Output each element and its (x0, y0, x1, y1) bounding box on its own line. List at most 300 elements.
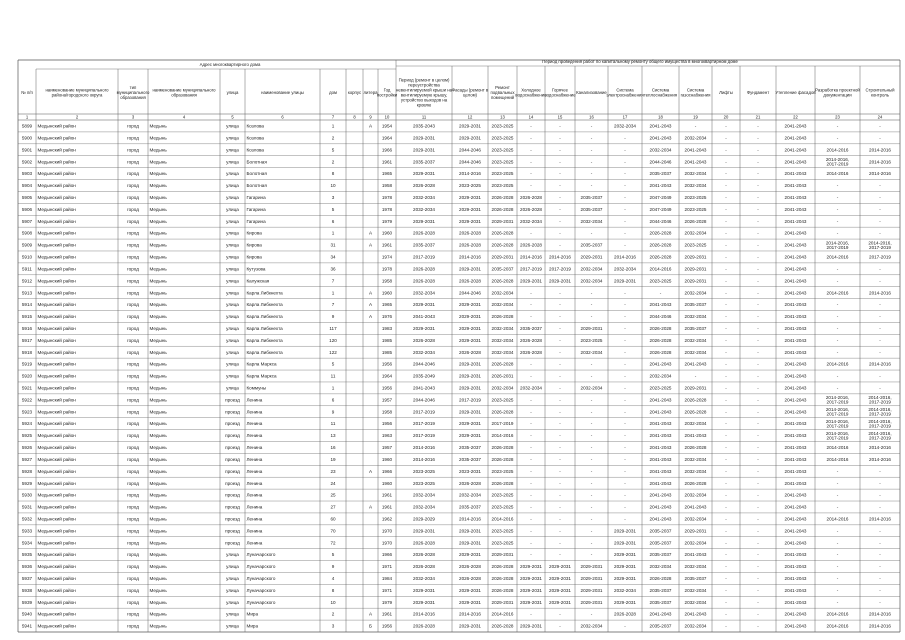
table-cell: 2035-2037 (649, 552, 672, 558)
table-cell: 5928 (21, 468, 33, 474)
table-cell: 2041-2043 (784, 516, 807, 522)
table-cell: 1985 (381, 349, 393, 355)
table-cell: 5 (331, 147, 335, 153)
table-cell: улица (226, 623, 239, 629)
table-cell: 2035-2037 (649, 587, 672, 593)
table-cell: 2026-2028 (684, 218, 707, 224)
table-cell: 2029-2031 (580, 325, 603, 331)
table-cell: 2023-2025 (413, 480, 435, 486)
table-cell: 2026-2028 (649, 576, 672, 582)
table-cell: 2026-2031 (491, 373, 514, 379)
table-cell: Медынский район (37, 468, 76, 474)
table-cell: 2032-2034 (684, 135, 707, 141)
table-cell: - (725, 492, 727, 498)
table-cell: Медынь (149, 468, 167, 474)
table-cell: 2041-2043 (784, 433, 807, 439)
table-cell: - (836, 337, 839, 343)
table-cell: - (879, 135, 881, 141)
table-cell: 60 (330, 516, 336, 522)
table-cell: 5935 (21, 552, 33, 558)
table-cell: 2014-2016 (869, 611, 891, 617)
table-cell: Ленина (246, 516, 263, 522)
table-cell: - (530, 147, 532, 153)
table-cell: - (559, 623, 561, 629)
table-cell: 2041-2043 (784, 552, 807, 558)
table-cell: 2023-2025 (649, 278, 672, 284)
table-cell: 1971 (381, 564, 393, 570)
column-number: 7 (331, 114, 335, 120)
table-cell: 1 (331, 123, 335, 129)
table-cell: улица (226, 564, 239, 570)
table-cell: - (879, 278, 881, 284)
table-cell: проезд (225, 504, 240, 510)
table-cell: Медынь (149, 349, 167, 355)
table-cell: 2041-2043 (784, 421, 807, 427)
table-cell: 2032-2034 (684, 171, 707, 177)
table-cell: 2041-2043 (784, 230, 807, 236)
table-cell: - (836, 278, 839, 284)
table-cell: - (590, 147, 593, 153)
table-cell: 2029-2031 (459, 337, 481, 343)
table-cell: 2014-2016 (826, 456, 849, 462)
table-cell: проезд (225, 445, 240, 451)
table-cell: Луначарского (246, 564, 276, 570)
table-cell: - (879, 504, 881, 510)
table-cell: 2032-2034 (491, 337, 514, 343)
table-cell: - (879, 349, 881, 355)
table-cell: Медынь (149, 516, 167, 522)
table-cell: 2041-2043 (684, 552, 707, 558)
table-cell: 8 (331, 587, 335, 593)
table-cell: 2029-2031 (459, 433, 481, 439)
table-cell: 1970 (381, 528, 393, 534)
table-cell: - (725, 218, 727, 224)
table-cell: 2041-2043 (784, 599, 807, 605)
table-cell: 5922 (21, 397, 33, 403)
table-cell: Медынь (149, 218, 167, 224)
table-cell: - (757, 278, 759, 284)
table-cell: 2026-2028 (491, 587, 514, 593)
table-cell: 2029-2031 (413, 135, 435, 141)
table-cell: - (757, 504, 759, 510)
table-cell: город (127, 492, 139, 498)
table-cell: город (127, 135, 139, 141)
table-cell: Медынский район (37, 528, 76, 534)
table-cell: 2026-2028 (491, 576, 514, 582)
table-cell: улица (226, 230, 239, 236)
table-cell: - (624, 218, 626, 224)
table-cell: 2026-2028 (491, 623, 514, 629)
table-cell: 2014-2016 (459, 254, 481, 260)
table-cell: - (624, 147, 626, 153)
table-cell: 2029-2031 (520, 576, 542, 582)
table-cell: 5901 (21, 147, 33, 153)
table-cell: - (559, 194, 561, 200)
table-cell: 2035-2037 (649, 599, 672, 605)
table-cell: - (757, 516, 759, 522)
table-cell: - (725, 135, 727, 141)
table-cell: 2014-2016 (459, 611, 481, 617)
table-cell: 2023-2025 (459, 183, 481, 189)
table-cell: 16 (330, 445, 336, 451)
table-cell: - (879, 373, 881, 379)
table-cell: 2041-2043 (649, 445, 672, 451)
table-cell: город (127, 218, 139, 224)
table-cell: 2029-2031 (580, 576, 603, 582)
table-cell: Ленина (246, 492, 263, 498)
table-cell: - (836, 314, 839, 320)
table-cell: - (559, 468, 561, 474)
table-cell: - (590, 445, 593, 451)
table-cell: 1956 (381, 385, 393, 391)
table-cell: 5937 (21, 576, 33, 582)
table-cell: 2029-2031 (684, 254, 707, 260)
table-cell: Медынский район (37, 278, 76, 284)
table-cell: Ленина (246, 456, 263, 462)
table-cell: - (590, 290, 593, 296)
table-cell: 2014-2016, 2017-2019 (825, 156, 850, 167)
table-cell: 2041-2043 (649, 480, 672, 486)
table-cell: 2035-2037 (580, 194, 603, 200)
table-cell: Луначарского (246, 599, 276, 605)
table-cell: город (127, 611, 139, 617)
table-cell: город (127, 373, 139, 379)
table-cell: 5939 (21, 599, 33, 605)
table-cell: А (368, 314, 373, 320)
table-cell: 2029-2031 (520, 587, 542, 593)
table-cell: - (559, 504, 561, 510)
table-cell: - (725, 254, 727, 260)
table-cell: 2026-2028 (520, 194, 542, 200)
table-cell: 36 (330, 266, 336, 272)
table-cell: 1958 (381, 409, 393, 415)
table-cell: 2035-2037 (459, 504, 481, 510)
table-cell: - (559, 325, 561, 331)
table-cell: 2014-2016 (869, 147, 891, 153)
column-header: Лифты (719, 90, 733, 95)
table-cell: - (624, 337, 626, 343)
table-cell: 2026-2028 (684, 409, 707, 415)
table-cell: - (530, 361, 532, 367)
table-cell: 2041-2043 (784, 123, 807, 129)
table-cell: город (127, 599, 139, 605)
table-cell: - (624, 302, 626, 308)
table-cell: 2014-2016, 2017-2019 (868, 430, 892, 441)
table-cell: 2032-2034 (649, 373, 672, 379)
table-cell: 11 (330, 421, 336, 427)
table-cell: 2044-2046 (649, 159, 672, 165)
table-cell: - (530, 314, 532, 320)
table-cell: улица (226, 171, 239, 177)
table-cell: Медынский район (37, 159, 76, 165)
table-cell: 2029-2031 (413, 528, 435, 534)
table-cell: 2029-2031 (459, 206, 481, 212)
table-cell: 1956 (381, 421, 393, 427)
table-cell: 2026-2028 (491, 361, 514, 367)
table-cell: 2026-2028 (413, 623, 435, 629)
table-cell: 1966 (381, 468, 393, 474)
table-cell: Медынь (149, 230, 167, 236)
table-cell: 2041-2043 (684, 159, 707, 165)
table-cell: 2029-2031 (459, 385, 481, 391)
table-cell: 5918 (21, 349, 33, 355)
table-cell: улица (226, 123, 239, 129)
table-cell: 2035-2037 (649, 171, 672, 177)
table-cell: - (530, 302, 532, 308)
table-cell: 1978 (381, 194, 393, 200)
table-cell: 5927 (21, 456, 33, 462)
table-cell: 120 (329, 337, 337, 343)
table-cell: улица (226, 147, 239, 153)
table-cell: 2017-2019 (491, 421, 514, 427)
column-number: 8 (353, 114, 356, 120)
table-cell: - (559, 373, 561, 379)
table-cell: 2023-2025 (491, 171, 514, 177)
table-cell: город (127, 123, 139, 129)
table-cell: - (590, 361, 593, 367)
table-cell: - (725, 302, 727, 308)
table-cell: Медынский район (37, 206, 76, 212)
table-cell: - (725, 159, 727, 165)
table-cell: - (659, 290, 662, 296)
table-cell: Медынский район (37, 337, 76, 343)
table-cell: - (757, 337, 759, 343)
table-cell: - (559, 611, 561, 617)
table-cell: - (725, 421, 727, 427)
table-cell: - (879, 194, 881, 200)
table-cell: 2032-2034 (580, 266, 603, 272)
table-cell: 2023-2025 (684, 242, 707, 248)
table-cell: улица (226, 218, 239, 224)
table-cell: Медынский район (37, 242, 76, 248)
table-cell: - (757, 218, 759, 224)
table-cell: 2014-2016 (459, 171, 481, 177)
table-cell: Медынский район (37, 445, 76, 451)
table-cell: - (530, 397, 532, 403)
column-header: Система теплоснабжения (643, 87, 678, 98)
table-cell: улица (226, 576, 239, 582)
table-cell: город (127, 421, 139, 427)
table-cell: - (530, 433, 532, 439)
table-cell: - (836, 349, 839, 355)
table-cell: 2029-2031 (549, 564, 571, 570)
table-cell: - (879, 576, 881, 582)
table-cell: Коммуны (246, 385, 267, 391)
table-cell: - (725, 123, 727, 129)
table-cell: 6 (331, 218, 335, 224)
table-cell: 5909 (21, 242, 33, 248)
table-cell: - (559, 456, 561, 462)
table-cell: улица (226, 361, 239, 367)
table-cell: - (757, 599, 759, 605)
table-cell: Медынский район (37, 349, 76, 355)
table-cell: 70 (330, 528, 336, 534)
table-cell: 2026-2028 (459, 278, 481, 284)
table-cell: Медынь (149, 587, 167, 593)
table-cell: 1976 (381, 314, 393, 320)
table-cell: Медынский район (37, 421, 76, 427)
table-cell: 2041-2043 (649, 409, 672, 415)
table-cell: 2023-2025 (684, 206, 707, 212)
table-cell: - (725, 599, 727, 605)
table-cell: 1966 (381, 552, 393, 558)
table-cell: 2029-2031 (491, 552, 514, 558)
table-cell: Ленина (246, 504, 263, 510)
table-cell: - (725, 564, 727, 570)
table-cell: - (530, 516, 532, 522)
table-cell: 2029-2031 (459, 135, 481, 141)
table-cell: 2029-2031 (614, 540, 636, 546)
column-number: 9 (369, 114, 372, 120)
table-cell: 2029-2031 (459, 314, 481, 320)
table-cell: город (127, 576, 139, 582)
table-cell: 1961 (381, 159, 393, 165)
table-cell: Медынский район (37, 123, 76, 129)
table-cell: - (725, 385, 727, 391)
table-cell: город (127, 409, 139, 415)
table-cell: 5926 (21, 445, 33, 451)
table-cell: - (530, 528, 532, 534)
table-cell: 2029-2031 (459, 194, 481, 200)
table-cell: 5931 (21, 504, 33, 510)
column-number: 15 (557, 114, 563, 120)
table-cell: 2023-2025 (491, 123, 514, 129)
table-cell: - (624, 433, 626, 439)
table-cell: Медынь (149, 123, 167, 129)
table-cell: город (127, 278, 139, 284)
table-cell: 2017-2019 (459, 397, 481, 403)
table-cell: 2041-2043 (784, 290, 807, 296)
table-cell: Карла Либкнехта (246, 290, 283, 296)
table-cell: - (757, 206, 759, 212)
table-cell: 2023-2031 (459, 468, 481, 474)
table-cell: Карла Либкнехта (246, 337, 283, 343)
table-cell: 5907 (21, 218, 33, 224)
table-cell: - (590, 528, 593, 534)
table-cell: 2026-2028 (491, 564, 514, 570)
table-cell: 2014-2016 (869, 159, 891, 165)
table-cell: 2041-2043 (784, 409, 807, 415)
table-cell: 5915 (21, 314, 33, 320)
table-cell: - (757, 373, 759, 379)
table-cell: - (530, 409, 532, 415)
table-cell: Медынь (149, 206, 167, 212)
table-cell: 2041-2043 (784, 147, 807, 153)
table-cell: - (590, 183, 593, 189)
table-cell: 2029-2031 (459, 373, 481, 379)
table-cell: Медынь (149, 385, 167, 391)
table-cell: - (757, 528, 759, 534)
table-cell: 2029-2031 (580, 587, 603, 593)
table-cell: Медынский район (37, 218, 76, 224)
table-cell: - (879, 218, 881, 224)
table-cell: - (590, 433, 593, 439)
table-cell: Медынский район (37, 183, 76, 189)
table-cell: 2014-2016 (459, 516, 481, 522)
table-cell: - (725, 456, 727, 462)
table-cell: Медынский район (37, 599, 76, 605)
table-cell: - (725, 183, 727, 189)
table-cell: 5905 (21, 194, 33, 200)
table-cell: - (559, 433, 561, 439)
table-cell: 2032-2034 (580, 278, 603, 284)
table-cell: Медынь (149, 171, 167, 177)
table-cell: 2041-2043 (784, 349, 807, 355)
table-cell: улица (226, 183, 239, 189)
table-cell: - (836, 468, 839, 474)
table-cell: - (757, 623, 759, 629)
table-cell: город (127, 314, 139, 320)
table-cell: - (725, 147, 727, 153)
table-cell: - (559, 528, 561, 534)
table-cell: 2 (331, 159, 335, 165)
table-cell: 2035-2037 (580, 206, 603, 212)
table-cell: - (725, 314, 727, 320)
table-cell: - (624, 445, 626, 451)
table-cell: - (624, 242, 626, 248)
table-cell: Медынский район (37, 254, 76, 260)
table-cell: Медынский район (37, 385, 76, 391)
table-cell: 2023-2025 (491, 397, 514, 403)
table-cell: - (836, 194, 839, 200)
table-cell: - (757, 564, 759, 570)
table-cell: Карла Маркса (246, 373, 277, 379)
table-cell: 2032-2034 (413, 576, 435, 582)
table-cell: Медынь (149, 564, 167, 570)
table-cell: - (836, 552, 839, 558)
table-cell: Медынский район (37, 552, 76, 558)
table-cell: - (879, 480, 881, 486)
table-cell: - (725, 623, 727, 629)
table-cell: 1961 (381, 611, 393, 617)
table-cell: 2041-2043 (649, 183, 672, 189)
table-cell: 2041-2043 (784, 361, 807, 367)
table-cell: 2026-2028 (649, 349, 672, 355)
table-cell: - (879, 206, 881, 212)
table-cell: 2014-2016, 2017-2019 (825, 418, 850, 429)
table-cell: 1965 (381, 302, 393, 308)
table-cell: 7 (331, 302, 335, 308)
table-cell: 2041-2043 (784, 337, 807, 343)
table-cell: 2032-2034 (684, 564, 707, 570)
table-cell: - (530, 230, 532, 236)
table-cell: - (757, 302, 759, 308)
table-cell: 2014-2016, 2017-2019 (868, 407, 892, 417)
table-cell: - (836, 266, 839, 272)
table-cell: Медынь (149, 337, 167, 343)
table-cell: Медынский район (37, 290, 76, 296)
table-cell: 2032-2034 (614, 587, 636, 593)
table-cell: 5906 (21, 206, 33, 212)
table-cell: Медынский район (37, 433, 76, 439)
table-cell: 2032-2034 (491, 302, 514, 308)
table-cell: 2 (331, 135, 335, 141)
table-cell: - (757, 385, 759, 391)
table-cell: 5920 (21, 373, 33, 379)
table-cell: 2041-2043 (784, 445, 807, 451)
table-cell: 2029-2031 (413, 171, 435, 177)
table-cell: 2035-2037 (649, 623, 672, 629)
table-cell: 2026-2028 (459, 576, 481, 582)
column-number: 10 (384, 114, 390, 120)
table-cell: 2041-2043 (784, 528, 807, 534)
table-cell: 2026-2028 (459, 564, 481, 570)
table-cell: Медынь (149, 278, 167, 284)
table-cell: 2014-2016 (826, 290, 849, 296)
works-group-title: Период проведения работ по капитальному ремонту общего имущества в многоквартирном доме (542, 59, 738, 64)
table-cell: Медынский район (37, 587, 76, 593)
table-cell: 1960 (381, 456, 393, 462)
